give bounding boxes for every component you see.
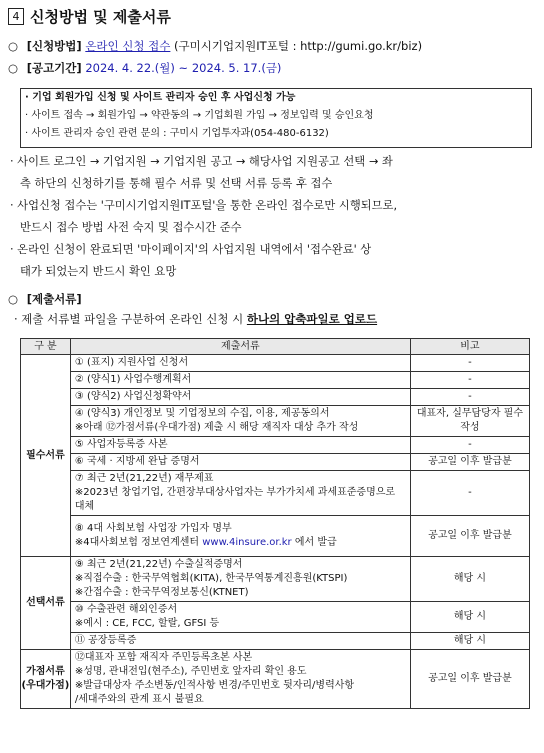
- doc-note: ※2023년 창업기업, 간편장부대상사업자는 부가가치세 과세표준증명으로 대체: [74, 487, 396, 512]
- doc-note: ※예시 : CE, FCC, 할랄, GFSI 등: [74, 618, 220, 629]
- remark-cell: -: [410, 389, 529, 406]
- remark-cell: -: [410, 437, 529, 454]
- remark-cell: 해당 시: [410, 633, 529, 650]
- doc-line: ⑨ 최근 2년(21,22년) 수출실적증명서: [74, 559, 243, 570]
- section-number-box: 4: [8, 8, 24, 25]
- remark-cell: 해당 시: [410, 557, 529, 602]
- doc-cell: [70, 602, 410, 633]
- doc-note: /세대주와의 관계 표시 불필요: [74, 694, 204, 705]
- doc-note: ※아래 ⑫가점서류(우대가점) 제출 시 해당 재직자 대상 추가 작성: [74, 422, 359, 433]
- period-line: [8, 59, 281, 77]
- doc-cell: [70, 471, 410, 516]
- table-row: [21, 602, 530, 633]
- circle-bullet-icon: ○: [8, 292, 19, 306]
- header-category: 구 분: [21, 339, 71, 355]
- doc-note: ※직접수출 : 한국무역협회(KITA), 한국무역통계진흥원(KTSPI): [74, 573, 348, 584]
- insure-link[interactable]: www.4insure.or.kr: [202, 537, 292, 548]
- notice-box: [20, 88, 532, 148]
- bullet-1b: 측 하단의 신청하기를 통해 필수 서류 및 선택 서류 등록 후 접수: [20, 177, 333, 190]
- doc-cell: ⑪ 공장등록증: [70, 633, 410, 650]
- remark-cell: 공고일 이후 발급분: [410, 454, 529, 471]
- bullet-1a: · 사이트 로그인 → 기업지원 → 기업지원 공고 → 해당사업 지원공고 선택 → 좌: [10, 155, 393, 168]
- header-documents: 제출서류: [70, 339, 410, 355]
- docs-title: [제출서류]: [26, 292, 82, 306]
- doc-note-text: 에서 발급: [291, 537, 337, 548]
- method-text: 온라인 신청 접수: [85, 39, 171, 53]
- bullet-list: [10, 151, 534, 283]
- doc-cell: [70, 516, 410, 557]
- bullet-3a: · 온라인 신청이 완료되면 '마이페이지'의 사업지원 내역에서 '접수완료' 상: [10, 243, 372, 256]
- doc-note: ※성명, 관내전입(현주소), 주민번호 앞자리 확인 용도: [74, 666, 307, 677]
- section-heading: [8, 6, 171, 27]
- docs-heading: [8, 290, 82, 308]
- category-bonus-line-1: 가점서류: [26, 666, 65, 677]
- docs-intro-text: · 제출 서류별 파일을 구분하여 온라인 신청 시: [14, 312, 247, 326]
- doc-note: [75, 536, 406, 550]
- period-text: 2024. 4. 22.(월) ~ 2024. 5. 17.(금): [85, 61, 282, 75]
- doc-cell: ② (양식1) 사업수행계획서: [70, 372, 410, 389]
- table-row: [21, 437, 530, 454]
- documents-table: [20, 338, 530, 709]
- doc-cell: ⑤ 사업자등록증 사본: [70, 437, 410, 454]
- doc-note: ※발급대상자 주소변동/인적사항 변경/주민번호 뒷자리/병력사항: [74, 680, 355, 691]
- doc-cell: ③ (양식2) 사업신청확약서: [70, 389, 410, 406]
- remark-cell: -: [410, 471, 529, 516]
- docs-intro-emphasis: 하나의 압축파일로 업로드: [246, 312, 378, 326]
- doc-line: ④ (양식3) 개인정보 및 기업정보의 수집, 이용, 제공동의서: [74, 408, 330, 419]
- doc-cell: ⑥ 국세 · 지방세 완납 증명서: [70, 454, 410, 471]
- remark-cell: -: [410, 372, 529, 389]
- doc-cell: ① (표지) 지원사업 신청서: [70, 355, 410, 372]
- table-row: [21, 406, 530, 437]
- table-row: [21, 454, 530, 471]
- notice-line-2: · 사이트 접속 → 회원가입 → 약관동의 → 기업회원 가입 → 정보입력 및 승인요청: [25, 110, 374, 121]
- doc-note-text: ※4대사회보험 정보연계센터: [74, 537, 203, 548]
- table-row: [21, 389, 530, 406]
- method-line: [8, 37, 422, 55]
- category-required: 필수서류: [21, 355, 71, 557]
- remark-cell: -: [410, 355, 529, 372]
- circle-bullet-icon: ○: [8, 39, 19, 53]
- table-row: [21, 650, 530, 709]
- header-remarks: 비고: [410, 339, 529, 355]
- period-label: [공고기간]: [26, 61, 82, 75]
- category-optional: 선택서류: [21, 557, 71, 650]
- docs-intro: [14, 310, 377, 328]
- circle-bullet-icon: ○: [8, 61, 19, 75]
- category-bonus: [21, 650, 71, 709]
- doc-line: ⑦ 최근 2년(21,22년) 재무제표: [74, 473, 214, 484]
- remark-cell: 해당 시: [410, 602, 529, 633]
- bullet-3b: 태가 되었는지 반드시 확인 요망: [20, 265, 177, 278]
- bullet-2a: · 사업신청 접수는 '구미시기업지원IT포털'을 통한 온라인 접수로만 시행되므로,: [10, 199, 398, 212]
- table-row: [21, 633, 530, 650]
- doc-cell: [70, 650, 410, 709]
- category-bonus-line-2: (우대가점): [21, 680, 70, 691]
- remark-cell: 공고일 이후 발급분: [410, 516, 529, 557]
- table-row: [21, 557, 530, 602]
- table-row: [21, 355, 530, 372]
- method-label: [신청방법]: [26, 39, 82, 53]
- notice-line-3: · 사이트 관리자 승인 관련 문의 : 구미시 기업투자과(054-480-6132): [25, 128, 329, 139]
- bullet-2b: 반드시 접수 방법 사전 숙지 및 접수시간 준수: [20, 221, 242, 234]
- table-header-row: [21, 339, 530, 355]
- remark-cell: 대표자, 실무담당자 필수작성: [410, 406, 529, 437]
- section-title: 신청방법 및 제출서류: [30, 8, 171, 26]
- notice-line-1: · 기업 회원가입 신청 및 사이트 관리자 승인 후 사업신청 가능: [25, 92, 296, 103]
- remark-cell: 공고일 이후 발급분: [410, 650, 529, 709]
- doc-cell: [70, 406, 410, 437]
- doc-cell: [70, 557, 410, 602]
- table-row: [21, 372, 530, 389]
- doc-note: ※간접수출 : 한국무역정보통신(KTNET): [74, 587, 249, 598]
- doc-line: ⑧ 4대 사회보험 사업장 가입자 명부: [74, 523, 232, 534]
- doc-line: ⑩ 수출관련 해외인증서: [74, 604, 178, 615]
- table-row: [21, 471, 530, 516]
- table-row: [21, 516, 530, 557]
- doc-line: ⑫대표자 포함 재직자 주민등록초본 사본: [74, 652, 253, 663]
- method-site-link[interactable]: (구미시기업지원IT포털 : http://gumi.go.kr/biz): [174, 39, 423, 53]
